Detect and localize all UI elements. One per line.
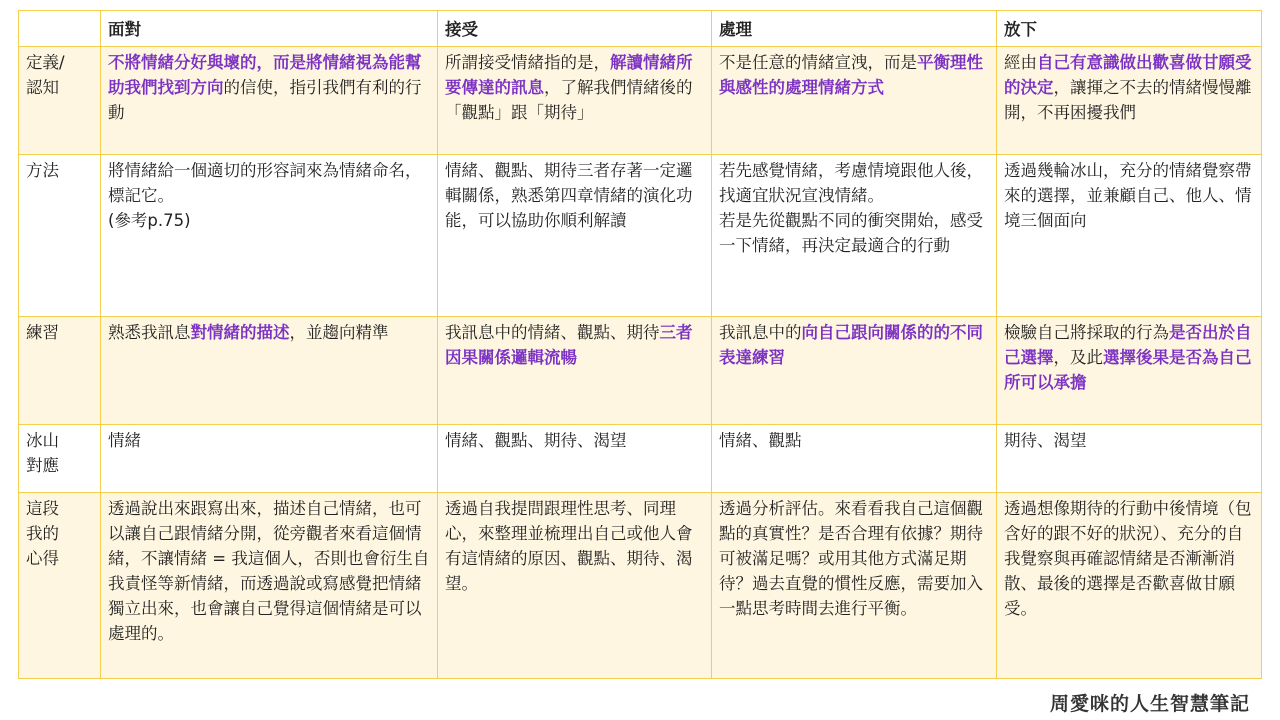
cell-text: 熟悉我訊息 (108, 323, 191, 342)
cell-text: 情緒、觀點、期待三者存著一定邏輯關係，熟悉第四章情緒的演化功能，可以協助你順利解讀 (445, 161, 693, 230)
table-row-reflection (19, 493, 1262, 679)
cell-definition-let-go (997, 47, 1262, 155)
cell-text: 期待、渴望 (1004, 431, 1087, 450)
row-label-method: 方法 (19, 155, 101, 317)
row-label-iceberg: 冰山 對應 (19, 425, 101, 493)
header-cell-handle: 處理 (712, 11, 997, 47)
cell-text: 透過說出來跟寫出來，描述自己情緒，也可以讓自己跟情緒分開，從旁觀者來看這個情緒，不讓情緒 = 我這個人，否則也會衍生自我責怪等新情緒，而透過說或寫感覺把情緒獨立出來，也會讓自己覺得這個情緒是可以處理的。 (108, 499, 430, 643)
highlighted-text: 自己有意識做出歡喜做甘願受的決定 (1004, 53, 1252, 97)
cell-iceberg-let-go (997, 425, 1262, 493)
cell-iceberg-accept (438, 425, 712, 493)
cell-reflection-accept (438, 493, 712, 679)
footer-signature: 周愛咪的人生智慧筆記 (1049, 693, 1250, 715)
cell-text: 的信使，指引我們有利的行動 (108, 78, 422, 122)
header-cell-accept: 接受 (438, 11, 712, 47)
cell-text: ，讓揮之不去的情緒慢慢離開，不再困擾我們 (1004, 78, 1252, 122)
cell-text: 透過幾輪冰山，充分的情緒覺察帶來的選擇，並兼顧自己、他人、情境三個面向 (1004, 161, 1252, 230)
highlighted-text: 三者因果關係邏輯流暢 (445, 323, 693, 367)
cell-practice-accept (438, 317, 712, 425)
cell-method-handle (712, 155, 997, 317)
cell-text: ，並趨向精準 (289, 323, 389, 342)
cell-text: ，了解我們情緒後的「觀點」跟「期待」 (445, 78, 693, 122)
header-row (19, 11, 1262, 47)
cell-reflection-handle (712, 493, 997, 679)
row-label-definition: 定義/ 認知 (19, 47, 101, 155)
highlighted-text: 解讀情緒所要傳達的訊息 (445, 53, 693, 97)
table-row-method (19, 155, 1262, 317)
highlighted-text: 向自己跟向關係的的不同表達練習 (719, 323, 983, 367)
table-row-iceberg (19, 425, 1262, 493)
cell-text: 透過想像期待的行動中後情境（包含好的跟不好的狀況）、充分的自我覺察與再確認情緒是否漸漸消散、最後的選擇是否歡喜做甘願受。 (1004, 499, 1252, 618)
cell-text: 所謂接受情緒指的是， (445, 53, 610, 72)
cell-reflection-let-go (997, 493, 1262, 679)
cell-text: 將情緒給一個適切的形容詞來為情緒命名，標記它。 (參考p.75) (108, 161, 422, 230)
row-label-practice: 練習 (19, 317, 101, 425)
cell-text: 檢驗自己將採取的行為 (1004, 323, 1169, 342)
cell-definition-handle (712, 47, 997, 155)
header-cell-face: 面對 (101, 11, 438, 47)
cell-text: 我訊息中的 (719, 323, 802, 342)
cell-method-accept (438, 155, 712, 317)
cell-text: 情緒 (108, 431, 141, 450)
table-row-practice (19, 317, 1262, 425)
cell-definition-face (101, 47, 438, 155)
cell-text: 透過分析評估。來看看我自己這個觀點的真實性？是否合理有依據？期待可被滿足嗎？或用其他方式滿足期待？過去直覺的慣性反應，需要加入一點思考時間去進行平衡。 (719, 499, 983, 618)
cell-text: 情緒、觀點、期待、渴望 (445, 431, 627, 450)
cell-method-let-go (997, 155, 1262, 317)
cell-practice-face (101, 317, 438, 425)
cell-text: 我訊息中的情緒、觀點、期待 (445, 323, 660, 342)
cell-text: 情緒、觀點 (719, 431, 802, 450)
highlighted-text: 平衡理性與感性的處理情緒方式 (719, 53, 983, 97)
cell-iceberg-handle (712, 425, 997, 493)
cell-text: 不是任意的情緒宣洩，而是 (719, 53, 917, 72)
cell-text: ，及此 (1053, 348, 1103, 367)
header-cell-let-go: 放下 (997, 11, 1262, 47)
cell-practice-handle (712, 317, 997, 425)
cell-method-face (101, 155, 438, 317)
row-label-reflection: 這段 我的 心得 (19, 493, 101, 679)
cell-reflection-face (101, 493, 438, 679)
highlighted-text: 選擇後果是否為自己所可以承擔 (1004, 348, 1252, 392)
cell-iceberg-face (101, 425, 438, 493)
highlighted-text: 是否出於自己選擇 (1004, 323, 1252, 367)
cell-practice-let-go (997, 317, 1262, 425)
cell-text: 透過自我提問跟理性思考、同理心，來整理並梳理出自己或他人會有這情緒的原因、觀點、期待、渴望。 (445, 499, 693, 593)
emotion-table (18, 10, 1262, 679)
cell-definition-accept (438, 47, 712, 155)
cell-text: 經由 (1004, 53, 1037, 72)
highlighted-text: 對情緒的描述 (190, 323, 290, 342)
highlighted-text: 不將情緒分好與壞的，而是將情緒視為能幫助我們找到方向 (108, 53, 422, 97)
table-row-definition (19, 47, 1262, 155)
cell-text: 若先感覺情緒，考慮情境跟他人後，找適宜狀況宣洩情緒。 若是先從觀點不同的衝突開始，感受一下情緒，再決定最適合的行動 (719, 161, 983, 255)
header-cell-corner (19, 11, 101, 47)
